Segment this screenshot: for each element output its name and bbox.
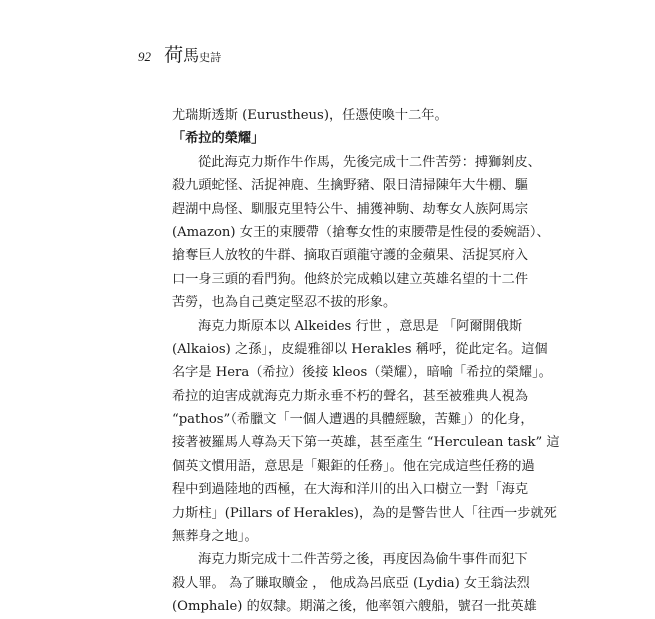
text-line: 個英文慣用語，意思是「艱鉅的任務」。他在完成這些任務的過	[172, 458, 535, 474]
text-line: (Omphale) 的奴隸。期滿之後，他率領六艘船，號召一批英雄	[172, 599, 537, 615]
text-line: 程中到過陸地的西極，在大海和洋川的出入口樹立一對「海克	[172, 482, 529, 498]
book-title-subtitle: 史詩	[199, 51, 222, 64]
text-line: 名字是 Hera（希拉）後接 kleos（榮耀），暗喻「希拉的榮耀」。	[172, 365, 552, 381]
text-line: 從此海克力斯作牛作馬，先後完成十二件苦勞：搏獅剝皮、	[198, 154, 541, 170]
text-line: 殺九頭蛇怪、活捉神鹿、生擒野豬、限日清掃陳年大牛棚、驅	[172, 178, 529, 194]
text-line: 趕湖中鳥怪、馴服克里特公牛、捕獲神駒、劫奪女人族阿馬宗	[172, 201, 529, 217]
text-line: 搶奪巨人放牧的牛群、摘取百頭龍守護的金蘋果、活捉冥府入	[172, 248, 529, 264]
text-line: 殺人罪。 為了賺取贖金 ， 他成為呂底亞 (Lydia) 女王翁法烈	[172, 575, 530, 591]
page-number: 92	[138, 49, 151, 64]
text-line: 口一身三頭的看門狗。他終於完成賴以建立英雄名望的十二件	[172, 271, 529, 287]
text-line: (Alkaios) 之孫」，皮緹雅卻以 Herakles 稱呼，從此定名。這個	[172, 341, 548, 357]
text-line: 無葬身之地」。	[172, 529, 258, 545]
text-line: 接著被羅馬人尊為天下第一英雄，甚至產生 “Herculean task” 這	[172, 435, 560, 451]
text-line: 尤瑞斯透斯 (Eurustheus)，任憑使喚十二年。	[172, 108, 448, 123]
text-line: 海克力斯原本以 Alkeides 行世 ，意思是 「阿爾開俄斯	[198, 318, 523, 334]
text-line: 力斯柱」(Pillars of Herakles)，為的是警告世人「往西一步就死	[172, 505, 557, 521]
text-line: 希拉的迫害成就海克力斯永垂不朽的聲名，甚至被雅典人視為	[172, 388, 529, 404]
running-head	[138, 40, 221, 68]
book-title: 荷	[164, 44, 184, 66]
section-heading: 「希拉的榮耀」	[172, 131, 265, 147]
text-line: (Amazon) 女王的束腰帶（搶奪女性的束腰帶是性侵的委婉語）、	[172, 224, 550, 240]
text-line: 海克力斯完成十二件苦勞之後，再度因為偷牛事件而犯下	[198, 552, 528, 568]
text-line: “pathos”（希臘文「一個人遭遇的具體經驗，苦難」）的化身，	[172, 412, 534, 428]
book-title-second-char: 馬	[183, 46, 200, 65]
body-text	[172, 104, 560, 619]
text-line: 苦勞，也為自己奠定堅忍不拔的形象。	[172, 295, 397, 311]
